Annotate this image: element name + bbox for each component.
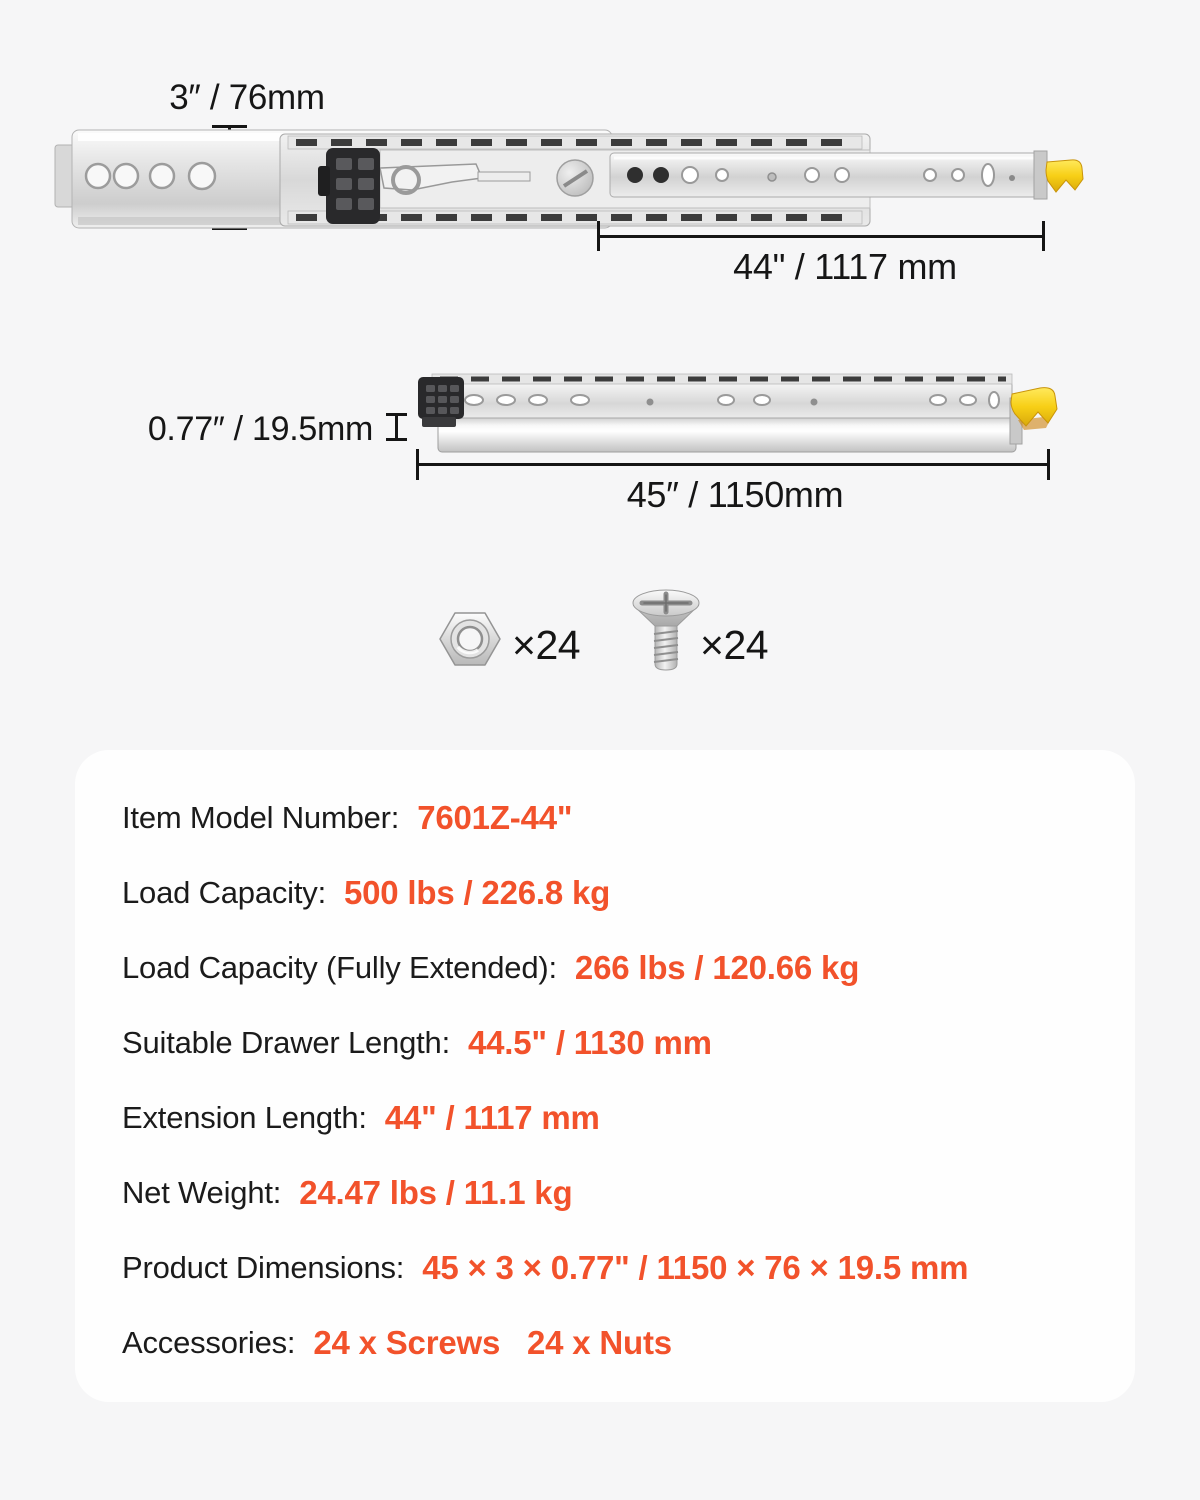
closed-drawer-slide-illustration [418, 372, 1058, 464]
spec-label: Extension Length: [122, 1099, 367, 1135]
spec-value: 44.5" / 1130 mm [467, 1023, 712, 1061]
spec-label: Net Weight: [122, 1174, 282, 1210]
spec-row-product-dimensions [122, 1230, 1135, 1305]
spec-value: 7601Z-44" [417, 798, 573, 836]
spec-row-load-capacity-extended [122, 930, 1135, 1005]
spec-label: Suitable Drawer Length: [122, 1024, 450, 1060]
spec-value: 266 lbs / 120.66 kg [574, 948, 860, 986]
screw-icon [630, 588, 702, 672]
closed-lower-rail [438, 414, 1016, 452]
spec-list [75, 750, 1135, 1380]
spec-card [75, 750, 1135, 1402]
spec-row-load-capacity [122, 855, 1135, 930]
spec-row-drawer-length [122, 1005, 1135, 1080]
spec-label: Product Dimensions: [122, 1249, 405, 1285]
spec-label: Accessories: [122, 1324, 296, 1360]
extension-dimension-label: 44" / 1117 mm [733, 246, 957, 287]
spec-label: Load Capacity (Fully Extended): [122, 949, 557, 985]
nut-count-label: ×24 [512, 622, 581, 668]
spec-value: 24 x Screws 24 x Nuts [313, 1323, 672, 1361]
spec-value: 500 lbs / 226.8 kg [344, 873, 611, 911]
yellow-release-clip-icon [1046, 160, 1083, 192]
nut-icon [437, 606, 503, 672]
spec-value: 24.47 lbs / 11.1 kg [299, 1173, 573, 1211]
length-dimension-label: 45″ / 1150mm [626, 474, 844, 515]
spec-label: Load Capacity: [122, 874, 326, 910]
spec-row-extension-length [122, 1080, 1135, 1155]
spec-value: 44" / 1117 mm [384, 1098, 600, 1136]
spec-label: Item Model Number: [122, 799, 400, 835]
inner-rail-extended [610, 153, 1042, 197]
slide-width-dimension-label: 3″ / 76mm [169, 78, 325, 117]
spec-value: 45 × 3 × 0.77" / 1150 × 76 × 19.5 mm [422, 1248, 969, 1286]
disconnect-latch-icon [318, 148, 380, 224]
spec-row-net-weight [122, 1155, 1135, 1230]
extended-drawer-slide-illustration [50, 120, 1090, 240]
spec-row-model-number [122, 780, 1135, 855]
spec-row-accessories [122, 1305, 1135, 1380]
adjustment-knob-icon [557, 160, 593, 196]
screw-count-label: ×24 [700, 622, 769, 668]
slide-height-dimension-label: 0.77″ / 19.5mm [147, 410, 373, 448]
